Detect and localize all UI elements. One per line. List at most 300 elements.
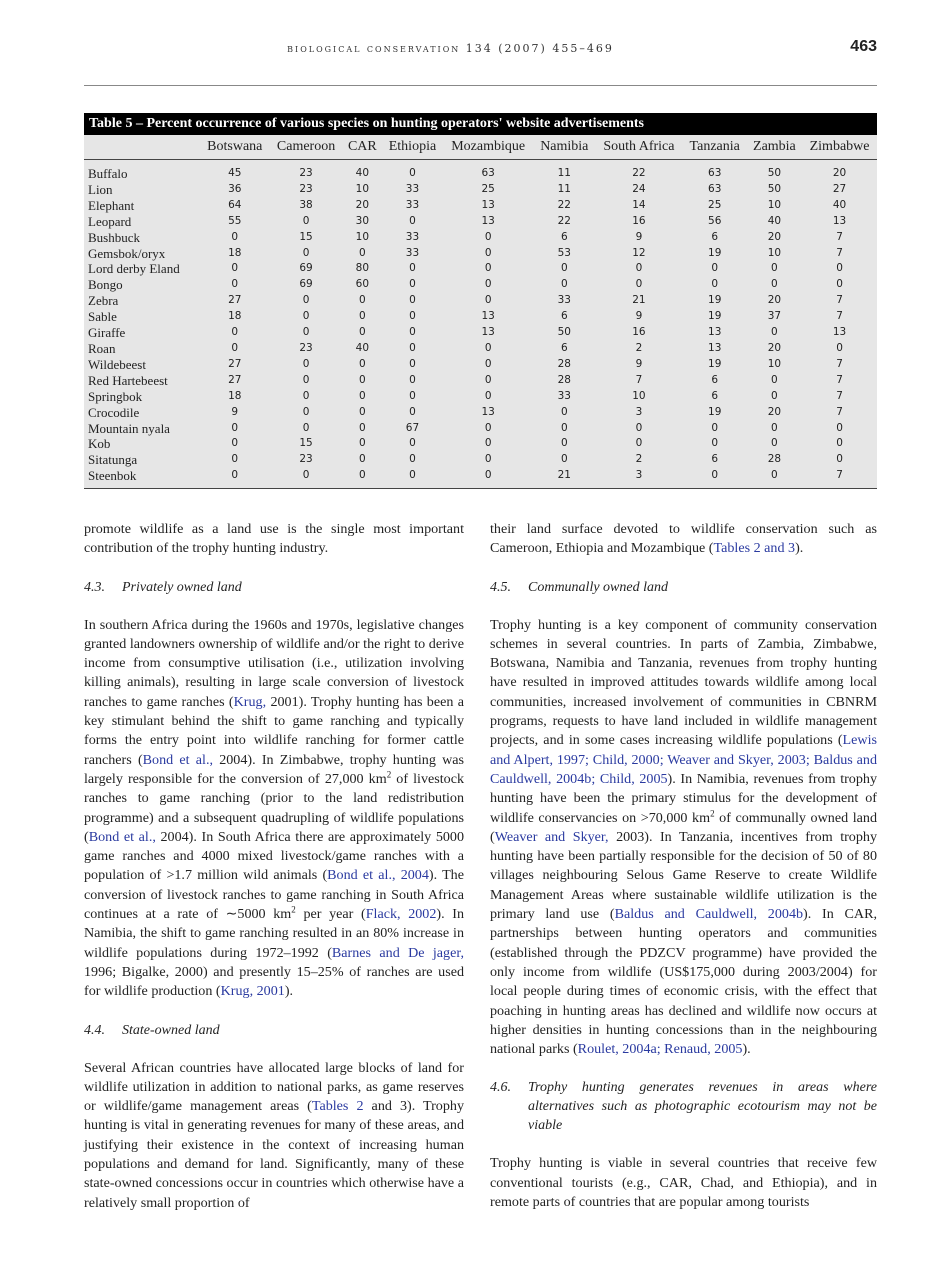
percent-cell: 6	[711, 453, 719, 466]
percent-cell: 10	[355, 230, 370, 243]
species-name: Steenbok	[88, 468, 137, 484]
table-row	[84, 389, 877, 405]
percent-cell: 28	[767, 453, 782, 466]
percent-cell: 0	[302, 389, 310, 402]
table-row	[84, 452, 877, 468]
percent-cell: 0	[302, 214, 310, 227]
percent-cell: 40	[767, 214, 782, 227]
section-title: Trophy hunting generates revenues in areas where alternatives such as photographic ecotourism may not be viable	[528, 1080, 877, 1134]
percent-cell: 56	[708, 214, 722, 227]
percent-cell: 13	[708, 341, 722, 354]
percent-cell: 0	[484, 246, 492, 259]
percent-cell: 7	[836, 373, 843, 386]
percent-cell: 0	[711, 278, 719, 291]
percent-cell: 0	[359, 389, 366, 402]
percent-cell: 7	[836, 469, 843, 482]
percent-cell: 0	[635, 262, 643, 275]
table-row	[84, 309, 877, 325]
percent-cell: 0	[359, 405, 366, 418]
percent-cell: 0	[771, 437, 778, 450]
citation-link[interactable]: Baldus and Cauldwell, 2004b	[614, 906, 804, 923]
paragraph	[84, 1059, 464, 1213]
citation-link[interactable]: Tables 2 and 3	[713, 540, 796, 557]
percent-cell: 0	[484, 294, 492, 307]
percent-cell: 13	[481, 405, 495, 418]
column-header: South Africa	[595, 135, 683, 160]
percent-cell: 36	[228, 182, 242, 195]
percent-cell: 0	[635, 437, 643, 450]
percent-cell: 0	[560, 262, 568, 275]
citation-link[interactable]: Bond et al.,	[88, 828, 156, 845]
percent-cell: 6	[560, 230, 568, 243]
percent-cell: 0	[711, 262, 719, 275]
percent-cell: 0	[359, 421, 366, 434]
superscript: 2	[386, 769, 392, 780]
percent-cell: 30	[355, 214, 370, 227]
species-name: Kob	[88, 436, 111, 452]
citation-link[interactable]: Bond et al., 2004	[327, 867, 429, 884]
page-number: 463	[850, 38, 877, 55]
percent-cell: 7	[635, 373, 643, 386]
section-number: 4.3.	[84, 579, 105, 595]
percent-cell: 9	[635, 310, 643, 323]
percent-cell: 0	[409, 262, 416, 275]
percent-cell: 20	[832, 167, 847, 179]
paragraph	[490, 1154, 877, 1212]
table-header-row	[84, 135, 877, 160]
percent-cell: 0	[560, 278, 568, 291]
section-heading	[84, 1021, 464, 1040]
section-heading	[490, 1078, 877, 1135]
text-run: 2004). In Zimbabwe, trophy hunting was largely responsible for the conversion of 27,000 km	[84, 751, 464, 787]
percent-cell: 16	[632, 214, 646, 227]
percent-cell: 0	[359, 326, 366, 339]
percent-cell: 0	[484, 278, 492, 291]
percent-cell: 13	[832, 214, 847, 227]
percent-cell: 0	[771, 262, 778, 275]
percent-cell: 7	[836, 246, 843, 259]
percent-cell: 0	[231, 421, 239, 434]
percent-cell: 19	[708, 246, 722, 259]
percent-cell: 6	[711, 373, 719, 386]
column-header: CAR	[343, 135, 383, 160]
percent-cell: 2	[635, 341, 643, 354]
table-row	[84, 325, 877, 341]
percent-cell: 0	[560, 453, 568, 466]
citation-link[interactable]: Krug, 2001	[220, 983, 285, 1000]
percent-cell: 33	[557, 294, 571, 307]
percent-cell: 15	[299, 437, 313, 450]
percent-cell: 33	[405, 246, 420, 259]
percent-cell: 24	[632, 182, 646, 195]
percent-cell: 13	[708, 326, 722, 339]
percent-cell: 0	[302, 421, 310, 434]
percent-cell: 53	[557, 246, 571, 259]
percent-cell: 3	[635, 469, 643, 482]
percent-cell: 0	[409, 373, 416, 386]
percent-cell: 0	[359, 294, 366, 307]
percent-cell: 0	[484, 437, 492, 450]
table-row	[84, 373, 877, 389]
percent-cell: 23	[299, 453, 313, 466]
percent-cell: 0	[560, 405, 568, 418]
percent-cell: 0	[231, 341, 239, 354]
percent-cell: 0	[359, 310, 366, 323]
superscript: 2	[710, 807, 715, 818]
percent-cell: 0	[409, 214, 416, 227]
percent-cell: 40	[355, 341, 370, 354]
percent-cell: 0	[484, 341, 492, 354]
percent-cell: 0	[771, 421, 778, 434]
percent-cell: 45	[228, 167, 242, 179]
percent-cell: 63	[708, 167, 722, 179]
percent-cell: 50	[767, 167, 782, 179]
percent-cell: 20	[355, 198, 370, 211]
table-5	[84, 113, 877, 489]
percent-cell: 33	[405, 182, 420, 195]
percent-cell: 0	[302, 373, 310, 386]
text-run: Several African countries have allocated large blocks of land for wildlife utilization in addition to national parks, as game reserves or wildlife/game management areas (	[84, 1059, 464, 1115]
table-title: Table 5 – Percent occurrence of various species on hunting operators' website advertisements	[84, 113, 877, 135]
percent-cell: 0	[484, 389, 492, 402]
text-run: 2001). Trophy hunting has been a key stimulant behind the shift to game ranching and typically forms the entry point into wildlife ranching for former cattle ranchers (	[84, 693, 464, 768]
percent-cell: 0	[484, 262, 492, 275]
section-title: Privately owned land	[122, 579, 242, 595]
text-run: their land surface devoted to wildlife conservation such as Cameroon, Ethiopia and Mozambique (	[490, 521, 877, 557]
species-name: Lord derby Eland	[88, 261, 180, 277]
text-run: ). In Namibia, the shift to game ranching resulted in an 80% increase in wildlife populations during 1972–1992 (	[84, 906, 465, 961]
percent-cell: 13	[481, 310, 495, 323]
percent-cell: 20	[767, 230, 782, 243]
percent-cell: 0	[771, 373, 778, 386]
running-header	[84, 38, 877, 58]
percent-cell: 27	[228, 357, 242, 370]
table-row	[84, 357, 877, 373]
percent-cell: 20	[767, 405, 782, 418]
percent-cell: 0	[409, 167, 416, 179]
text-run: of livestock ranches to game ranching (prior to the land redistribution programme) and a subsequent quadrupling of wildlife populations (	[84, 770, 465, 845]
text-run: ).	[284, 983, 294, 1000]
table-row	[84, 214, 877, 230]
percent-cell: 0	[771, 326, 778, 339]
percent-cell: 0	[836, 278, 843, 291]
percent-cell: 0	[409, 405, 416, 418]
species-name: Elephant	[88, 197, 135, 213]
table-row	[84, 341, 877, 357]
text-run: of communally owned land (	[490, 809, 877, 845]
percent-cell: 14	[632, 198, 646, 211]
text-run: ). The conversion of livestock ranches to game ranching in South Africa continues at a rate of ∼5000 km	[84, 867, 464, 923]
percent-cell: 18	[228, 310, 242, 323]
text-run: ). In Namibia, revenues from trophy hunting have been the primary stimulus for the development of wildlife conservancies on >70,000 km	[490, 770, 877, 826]
section-number: 4.5.	[490, 579, 511, 595]
percent-cell: 33	[405, 230, 420, 243]
percent-cell: 0	[409, 453, 416, 466]
species-name: Roan	[88, 340, 116, 356]
percent-cell: 33	[405, 198, 420, 211]
percent-cell: 10	[355, 182, 370, 195]
column-header	[84, 135, 200, 160]
species-name: Crocodile	[88, 404, 140, 420]
citation-link[interactable]: Barnes and De jager,	[331, 944, 464, 961]
species-name: Red Hartebeest	[88, 372, 168, 388]
citation-link[interactable]: Weaver and Skyer,	[494, 828, 609, 845]
percent-cell: 19	[708, 357, 722, 370]
paragraph	[490, 520, 877, 559]
header-divider	[84, 85, 877, 86]
text-run: Trophy hunting is a key component of community conservation schemes in several countries. In parts of Zambia, Zimbabwe, Botswana, Namibia and Tanzania, revenues from trophy hunting have resulted in improved attitudes towards wildlife among local communities, increased involvement of communities in CBNRM programs, requests to have land included in wildlife management projects, and in some cases increasing wildlife populations (	[490, 616, 877, 749]
percent-cell: 0	[484, 357, 492, 370]
text-run: In southern Africa during the 1960s and 1970s, legislative changes granted landowners ownership of wildlife and/or the right to derive income from consumptive utilisation (i.e., utilization involving killing animals), resulting in large scale conversion of livestock ranches to game ranches (	[84, 616, 464, 710]
percent-cell: 0	[635, 421, 643, 434]
citation-link[interactable]: Krug,	[233, 693, 267, 710]
percent-cell: 7	[836, 294, 843, 307]
percent-cell: 0	[302, 326, 310, 339]
table-row	[84, 198, 877, 214]
percent-cell: 19	[708, 294, 722, 307]
species-name: Leopard	[88, 213, 132, 229]
percent-cell: 0	[359, 373, 366, 386]
percent-cell: 0	[836, 341, 843, 354]
percent-cell: 0	[409, 389, 416, 402]
percent-cell: 0	[484, 469, 492, 482]
text-run: per year (	[295, 906, 366, 923]
percent-cell: 80	[355, 262, 370, 275]
percent-cell: 10	[767, 357, 782, 370]
percent-cell: 15	[299, 230, 313, 243]
column-header: Botswana	[200, 135, 270, 160]
table-row	[84, 293, 877, 309]
percent-cell: 33	[557, 389, 571, 402]
percent-cell: 11	[557, 167, 571, 179]
percent-cell: 0	[409, 278, 416, 291]
species-name: Bushbuck	[88, 229, 140, 245]
percent-cell: 0	[409, 357, 416, 370]
table-row	[84, 277, 877, 293]
percent-cell: 21	[557, 469, 571, 482]
percent-cell: 7	[836, 389, 843, 402]
citation-link[interactable]: Bond et al.,	[142, 751, 213, 768]
percent-cell: 0	[484, 421, 492, 434]
percent-cell: 0	[771, 389, 778, 402]
percent-cell: 0	[771, 278, 778, 291]
percent-cell: 2	[635, 453, 643, 466]
citation-link[interactable]: Lewis and Alpert, 1997; Child, 2000; Weaver and Skyer, 2003; Baldus and Cauldwell, 2004b; Child, 2005	[490, 732, 877, 787]
text-run: and 3). Trophy hunting is vital in generating revenues for many of these areas, and justifying their existence in the context of increasing human populations and demand for land. Significantly, many of these state-owned concessions occur in countries which otherwise have a relatively small proportion of	[84, 1098, 464, 1211]
percent-cell: 0	[359, 357, 366, 370]
percent-cell: 3	[635, 405, 643, 418]
percent-cell: 50	[767, 182, 782, 195]
percent-cell: 6	[711, 389, 719, 402]
text-run: 1996; Bigalke, 2000) and presently 15–25% of ranches are used for wildlife production (	[84, 963, 464, 1000]
percent-cell: 55	[228, 214, 242, 227]
percent-cell: 0	[409, 326, 416, 339]
percent-cell: 50	[557, 326, 571, 339]
percent-cell: 0	[359, 469, 366, 482]
column-header: Zimbabwe	[802, 135, 877, 160]
percent-cell: 38	[299, 198, 313, 211]
percent-cell: 0	[359, 453, 366, 466]
percent-cell: 10	[767, 198, 782, 211]
paragraph	[84, 616, 464, 1002]
percent-cell: 0	[836, 437, 843, 450]
text-run: ).	[742, 1041, 751, 1058]
table-row	[84, 246, 877, 262]
percent-cell: 27	[228, 373, 242, 386]
percent-cell: 13	[481, 214, 495, 227]
table-row	[84, 182, 877, 198]
percent-cell: 0	[231, 326, 239, 339]
percent-cell: 0	[560, 421, 568, 434]
right-column	[490, 520, 877, 1212]
paragraph	[84, 520, 464, 559]
percent-cell: 37	[767, 310, 782, 323]
table-row	[84, 160, 877, 182]
percent-cell: 10	[632, 389, 646, 402]
percent-cell: 23	[299, 167, 313, 179]
percent-cell: 27	[228, 294, 242, 307]
percent-cell: 16	[632, 326, 646, 339]
percent-cell: 13	[481, 326, 495, 339]
percent-cell: 18	[228, 246, 242, 259]
section-heading	[490, 578, 877, 597]
table-row	[84, 261, 877, 277]
percent-cell: 23	[299, 182, 313, 195]
percent-cell: 7	[836, 310, 843, 323]
percent-cell: 0	[231, 278, 239, 291]
species-name: Buffalo	[88, 166, 128, 181]
percent-cell: 0	[635, 278, 643, 291]
percent-cell: 13	[832, 326, 847, 339]
percent-cell: 9	[635, 357, 643, 370]
percent-cell: 12	[632, 246, 646, 259]
text-run: 2003). In Tanzania, incentives from trophy hunting have been partially responsible for the decision of 50 of 80 villages neighbouring Selous Game Reserve to create Wildlife Management Areas where sustainable wildlife utilization is the primary land use (	[490, 828, 877, 923]
percent-cell: 6	[560, 341, 568, 354]
percent-cell: 0	[231, 453, 239, 466]
species-name: Wildebeest	[88, 356, 146, 372]
percent-cell: 0	[836, 262, 843, 275]
percent-cell: 0	[359, 437, 366, 450]
percent-cell: 64	[228, 198, 242, 211]
percent-cell: 0	[302, 405, 310, 418]
percent-cell: 0	[409, 310, 416, 323]
percent-cell: 0	[409, 294, 416, 307]
section-title: State-owned land	[122, 1022, 220, 1038]
percent-cell: 0	[836, 421, 843, 434]
table-row	[84, 421, 877, 437]
table-row	[84, 436, 877, 452]
section-number: 4.4.	[84, 1022, 105, 1038]
percent-cell: 7	[836, 230, 843, 243]
text-run: ). In CAR, partnerships between hunting operators and communities (established through the PDZCV programme) have provided the only income from wildlife (US$175,000 during 2003/2004) for local people during times of economic crisis, with the effect that poaching in hunting areas has declined and wildlife now occurs at higher densities in hunting concessions than in the neighbouring national parks (	[490, 906, 877, 1058]
percent-cell: 25	[708, 198, 722, 211]
paragraph	[490, 616, 877, 1060]
table-row	[84, 405, 877, 421]
percent-cell: 22	[632, 167, 646, 179]
percent-cell: 69	[299, 262, 313, 275]
text-run: 2004). In South Africa there are approximately 5000 game ranches and 4000 mixed livestock/game ranches with a population of >1.7 million wild animals (	[84, 828, 465, 884]
percent-cell: 22	[557, 214, 571, 227]
text-run: promote wildlife as a land use is the single most important contribution of the trophy hunting industry.	[84, 521, 464, 557]
percent-cell: 13	[481, 198, 495, 211]
percent-cell: 6	[560, 310, 568, 323]
journal-citation: biological conservation 134 (2007) 455–469	[287, 42, 614, 55]
percent-cell: 27	[832, 182, 847, 195]
percent-cell: 19	[708, 310, 722, 323]
citation-link[interactable]: Flack, 2002	[365, 906, 437, 923]
species-name: Sable	[88, 309, 117, 325]
percent-cell: 0	[711, 437, 719, 450]
percent-cell: 0	[302, 246, 310, 259]
percent-cell: 0	[711, 421, 719, 434]
percent-cell: 0	[302, 310, 310, 323]
percent-cell: 7	[836, 405, 843, 418]
percent-cell: 0	[231, 262, 239, 275]
percent-cell: 28	[557, 357, 571, 370]
percent-cell: 0	[302, 294, 310, 307]
percent-cell: 0	[231, 437, 239, 450]
table-row	[84, 468, 877, 488]
percent-cell: 0	[409, 469, 416, 482]
section-title: Communally owned land	[528, 579, 668, 595]
percent-cell: 20	[767, 341, 782, 354]
percent-cell: 0	[231, 469, 239, 482]
percent-cell: 69	[299, 278, 313, 291]
percent-cell: 9	[635, 230, 643, 243]
table-body	[84, 160, 877, 489]
percent-cell: 11	[557, 182, 571, 195]
percent-cell: 9	[231, 405, 239, 418]
column-header: Ethiopia	[382, 135, 443, 160]
citation-link[interactable]: Tables 2	[311, 1098, 364, 1115]
percent-cell: 0	[771, 469, 778, 482]
column-header: Mozambique	[443, 135, 534, 160]
section-heading	[84, 578, 464, 597]
percent-cell: 40	[355, 167, 370, 179]
species-name: Mountain nyala	[88, 420, 170, 436]
percent-cell: 0	[484, 453, 492, 466]
percent-cell: 40	[832, 198, 847, 211]
column-header: Tanzania	[683, 135, 747, 160]
species-name: Lion	[88, 181, 113, 197]
percent-cell: 63	[481, 167, 495, 179]
percent-cell: 0	[302, 357, 310, 370]
percent-cell: 22	[557, 198, 571, 211]
section-number: 4.6.	[490, 1080, 511, 1096]
species-name: Bongo	[88, 277, 123, 293]
percent-cell: 20	[767, 294, 782, 307]
percent-cell: 0	[409, 341, 416, 354]
species-name: Gemsbok/oryx	[88, 245, 166, 261]
column-header: Namibia	[534, 135, 596, 160]
table-row	[84, 230, 877, 246]
superscript: 2	[291, 904, 296, 915]
percent-cell: 21	[632, 294, 646, 307]
percent-cell: 7	[836, 357, 843, 370]
species-name: Sitatunga	[88, 452, 138, 468]
citation-link[interactable]: Roulet, 2004a; Renaud, 2005	[577, 1041, 743, 1058]
column-header: Cameroon	[270, 135, 343, 160]
species-name: Zebra	[88, 293, 119, 309]
percent-cell: 0	[836, 453, 843, 466]
percent-cell: 0	[560, 437, 568, 450]
percent-cell: 18	[228, 389, 242, 402]
percent-cell: 0	[711, 469, 719, 482]
percent-cell: 60	[355, 278, 370, 291]
left-column	[84, 520, 464, 1213]
species-name: Giraffe	[88, 325, 126, 341]
text-run: ).	[795, 540, 804, 557]
